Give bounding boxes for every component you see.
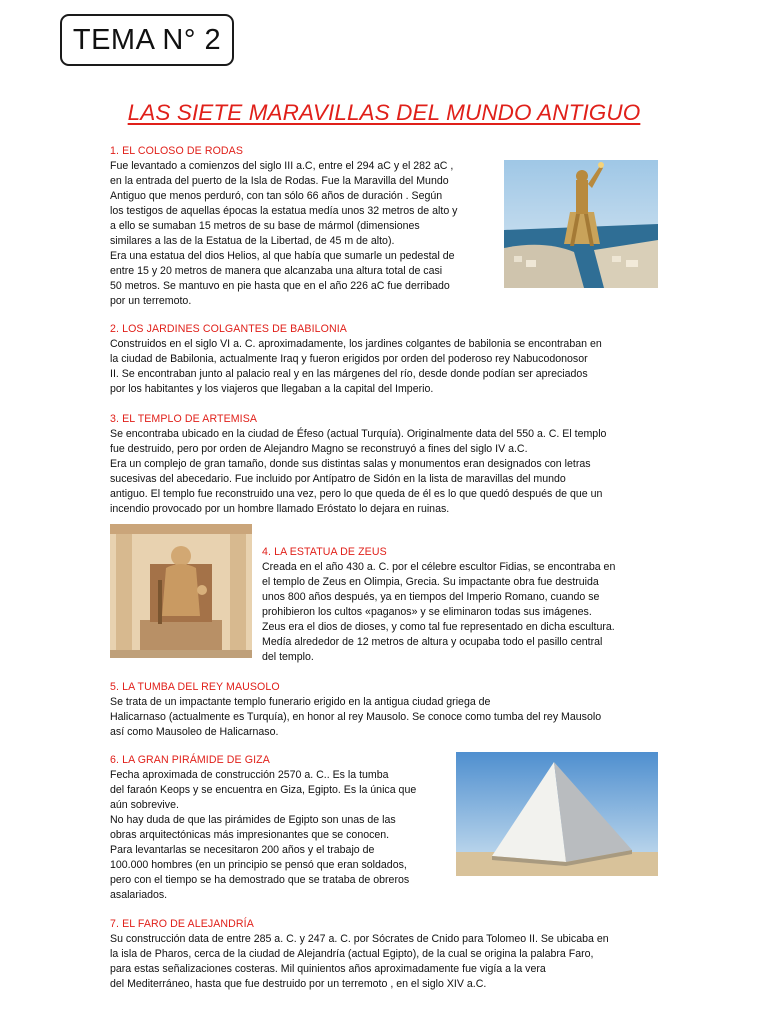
section-text: Se trata de un impactante templo funerario erigido en la antigua ciudad griega de Halicarnaso (actualmente es Turquía), en honor al rey Mausolo. Se conoce como tumba del rey Mausolo así como Mausoleo de Halicarnaso. <box>110 696 602 738</box>
coloso-image <box>504 160 658 288</box>
section-text: Se encontraba ubicado en la ciudad de Éfeso (actual Turquía). Originalmente data del 550 a. C. El templo fue destruido, pero por orden de Alejandro Magno se reconstruyó a fines del siglo IV a.C. Era un complejo de gran tamaño, donde sus distintas salas y monumentos eran designados con letras sucesivas del abecedario. Fue incluido por Antípatro de Sidón en la lista de maravillas del mundo antiguo. El templo fue reconstruido una vez, pero lo que queda de él es lo que quedó después de que un incendio provocado por un hombre llamado Eróstato lo dejara en ruinas. <box>110 428 607 515</box>
section-title: 6. LA GRAN PIRÁMIDE DE GIZA <box>110 754 270 766</box>
page-title: LAS SIETE MARAVILLAS DEL MUNDO ANTIGUO <box>127 100 641 125</box>
section-title: 7. EL FARO DE ALEJANDRÍA <box>110 918 254 930</box>
zeus-image <box>110 524 252 658</box>
section-title: 2. LOS JARDINES COLGANTES DE BABILONIA <box>110 323 347 335</box>
section-mausolo <box>110 680 670 740</box>
section-text: Construidos en el siglo VI a. C. aproximadamente, los jardines colgantes de babilonia se encontraban en la ciudad de Babilonia, actualmente Iraq y fueron erigidos por orden del poderoso rey Nabucodonosor II. Se encontraban junto al palacio real y en las márgenes del río, desde donde podían ser apreciados por los habitantes y los viajeros que llegaban a la capital del Imperio. <box>110 338 602 395</box>
section-text: Su construcción data de entre 285 a. C. y 247 a. C. por Sócrates de Cnido para Tolomeo II. Se ubicaba en la isla de Pharos, cerca de la ciudad de Alejandría (actual Egipto), de la cual se origina la palabra Faro, para estas señalizaciones costeras. Mil quinientos años aproximadamente fue vigía a la vera del Mediterráneo, hasta que fue destruido por un terremoto , en el siglo XIV a.C. <box>110 933 609 990</box>
section-text: Fue levantado a comienzos del siglo III a.C, entre el 294 aC y el 282 aC , en la entrada del puerto de la Isla de Rodas. Fue la Maravilla del Mundo Antiguo que menos perduró, con tan sólo 66 años de duración . Según los testigos de aquellas épocas la estatua medía unos 32 metros de alto y a ello se sumaban 15 metros de su base de mármol (dimensiones similares a las de la Estatua de la Libertad, de 45 m de alto). Era una estatua del dios Helios, al que había que sumarle un pedestal de entre 15 y 20 metros de manera que alcanzaba una altura total de casi 50 metros. Se mantuvo en pie hasta que en el año 226 aC fue derribado por un terremoto. <box>110 160 458 307</box>
section-text: Fecha aproximada de construcción 2570 a. C.. Es la tumba del faraón Keops y se encuentra en Giza, Egipto. Es la única que aún sobrevive. No hay duda de que las pirámides de Egipto son unas de las obras arquitectónicas más impresionantes que se conocen. Para levantarlas se necesitaron 200 años y el trabajo de 100.000 hombres (en un principio se pensó que eran soldados, pero con el tiempo se ha demostrado que se trataba de obreros asalariados. <box>110 769 417 901</box>
section-text: Creada en el año 430 a. C. por el célebre escultor Fidias, se encontraba en el templo de Zeus en Olimpia, Grecia. Su impactante obra fue destruida unos 800 años después, ya en tiempos del Imperio Romano, cuando se prohibieron los cultos «paganos» y se eliminaron todas sus imágenes. Zeus era el dios de dioses, y como tal fue representado en dicha escultura. Medía alrededor de 12 metros de altura y ocupaba todo el pasillo central del templo. <box>262 561 616 663</box>
section-coloso <box>110 144 500 309</box>
pyramid-image <box>456 752 658 876</box>
section-artemisa <box>110 412 670 517</box>
section-title: 1. EL COLOSO DE RODAS <box>110 145 243 157</box>
section-title: 4. LA ESTATUA DE ZEUS <box>262 546 387 558</box>
tema-label-box <box>60 14 234 66</box>
section-title: 3. EL TEMPLO DE ARTEMISA <box>110 413 258 425</box>
section-faro <box>110 917 670 992</box>
tema-label: TEMA N° 2 <box>72 23 222 56</box>
section-title: 5. LA TUMBA DEL REY MAUSOLO <box>110 681 280 693</box>
section-jardines <box>110 322 670 397</box>
section-zeus <box>262 545 662 665</box>
section-piramide <box>110 753 450 903</box>
